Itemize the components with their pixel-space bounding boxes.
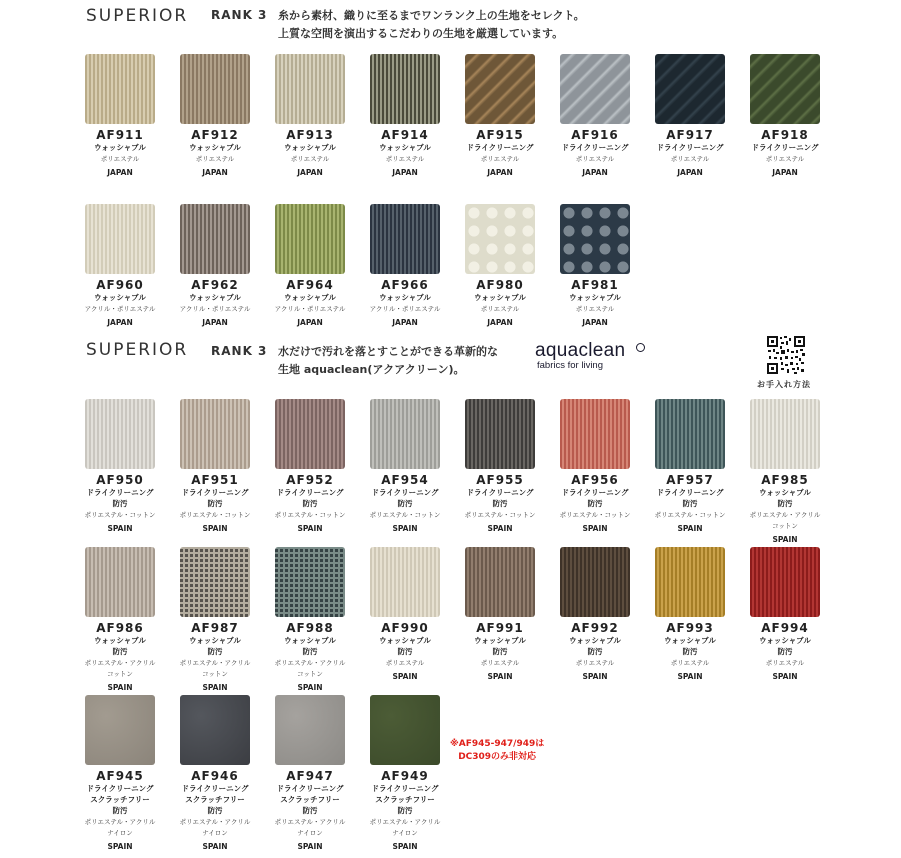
swatch-material: アクリル・ポリエステル — [369, 305, 441, 313]
swatch-material: ポリエステル・コットン — [464, 511, 536, 519]
swatch-code: AF992 — [571, 621, 619, 635]
swatch-origin: JAPAN — [297, 318, 323, 327]
swatch-care-type: ウォッシャブル — [284, 636, 336, 645]
swatch-origin: SPAIN — [677, 672, 703, 681]
swatch-code: AF981 — [571, 278, 619, 292]
swatch-image[interactable] — [370, 54, 440, 124]
swatch-image[interactable] — [465, 399, 535, 469]
swatch-material: アクリル・ポリエステル — [179, 305, 251, 313]
swatch-image[interactable] — [85, 54, 155, 124]
swatch-material: ポリエステル・アクリル — [179, 659, 251, 667]
swatch-image[interactable] — [370, 204, 440, 274]
swatch-image[interactable] — [750, 54, 820, 124]
swatch-care-type: 防汚 — [397, 499, 413, 508]
swatch-image[interactable] — [275, 399, 345, 469]
swatch-item[interactable] — [370, 547, 440, 681]
aquaclean-drop-icon — [636, 343, 645, 352]
swatch-item[interactable] — [275, 695, 345, 851]
swatch-origin: SPAIN — [202, 683, 228, 692]
swatch-code: AF956 — [571, 473, 619, 487]
swatch-image[interactable] — [560, 547, 630, 617]
swatch-origin: SPAIN — [202, 524, 228, 533]
swatch-code: AF914 — [381, 128, 429, 142]
swatch-material: ポリエステル — [575, 305, 615, 313]
swatch-material: ポリエステル — [480, 659, 520, 667]
swatch-code: AF993 — [666, 621, 714, 635]
swatch-origin: JAPAN — [392, 168, 418, 177]
swatch-image[interactable] — [180, 547, 250, 617]
swatch-code: AF957 — [666, 473, 714, 487]
swatch-origin: SPAIN — [772, 672, 798, 681]
swatch-care-type: ドライクリーニング — [466, 143, 534, 152]
swatch-care-type: 防汚 — [492, 647, 508, 656]
swatch-item[interactable] — [180, 204, 250, 327]
swatch-care-type: ウォッシャブル — [379, 293, 431, 302]
swatch-item[interactable] — [180, 547, 250, 692]
swatch-image[interactable] — [560, 399, 630, 469]
swatch-origin: SPAIN — [392, 672, 418, 681]
swatch-care-type: ウォッシャブル — [284, 143, 336, 152]
swatch-origin: JAPAN — [202, 168, 228, 177]
swatch-item[interactable] — [370, 399, 440, 533]
swatch-care-type: 防汚 — [777, 499, 793, 508]
swatch-material: ポリエステル・コットン — [369, 511, 441, 519]
swatch-item[interactable] — [750, 399, 820, 544]
swatch-care-type: ドライクリーニング — [86, 488, 154, 497]
swatch-image[interactable] — [275, 547, 345, 617]
swatch-image[interactable] — [465, 54, 535, 124]
swatch-care-type: 防汚 — [587, 499, 603, 508]
swatch-item[interactable] — [85, 399, 155, 533]
aquaclean-logo — [535, 340, 625, 371]
swatch-care-type: ウォッシャブル — [759, 636, 811, 645]
swatch-material: ポリエステル・アクリル — [749, 511, 821, 519]
swatch-origin: SPAIN — [582, 524, 608, 533]
swatch-origin: JAPAN — [487, 318, 513, 327]
swatch-origin: JAPAN — [582, 168, 608, 177]
swatch-item[interactable] — [370, 54, 440, 177]
swatch-care-type: ウォッシャブル — [569, 293, 621, 302]
swatch-code: AF946 — [191, 769, 239, 783]
swatch-care-type: 防汚 — [302, 647, 318, 656]
swatch-item[interactable] — [370, 204, 440, 327]
swatch-care-type: ウォッシャブル — [189, 143, 241, 152]
swatch-item[interactable] — [750, 547, 820, 681]
swatch-code: AF915 — [476, 128, 524, 142]
swatch-material: ポリエステル — [670, 155, 710, 163]
swatch-origin: SPAIN — [487, 524, 513, 533]
swatch-item[interactable] — [275, 399, 345, 533]
swatch-material: ポリエステル・アクリル — [179, 818, 251, 826]
swatch-care-type: ウォッシャブル — [569, 636, 621, 645]
swatch-material: アクリル・ポリエステル — [274, 305, 346, 313]
swatch-material: ナイロン — [107, 829, 133, 837]
swatch-item[interactable] — [85, 547, 155, 692]
swatch-material: ポリエステル — [575, 659, 615, 667]
swatch-code: AF960 — [96, 278, 144, 292]
swatch-care-type: スクラッチフリー — [280, 795, 340, 804]
swatch-care-type: 防汚 — [397, 647, 413, 656]
swatch-image[interactable] — [560, 204, 630, 274]
swatch-item[interactable] — [180, 695, 250, 851]
swatch-material: ポリエステル・アクリル — [274, 818, 346, 826]
swatch-material: ナイロン — [392, 829, 418, 837]
swatch-image[interactable] — [275, 54, 345, 124]
swatch-item[interactable] — [655, 399, 725, 533]
swatch-code: AF962 — [191, 278, 239, 292]
swatch-care-type: 防汚 — [207, 806, 223, 815]
swatch-material: ナイロン — [202, 829, 228, 837]
swatch-item[interactable] — [465, 54, 535, 177]
swatch-material: ポリエステル — [385, 155, 425, 163]
swatch-origin: JAPAN — [107, 318, 133, 327]
swatch-code: AF986 — [96, 621, 144, 635]
swatch-care-type: ウォッシャブル — [94, 636, 146, 645]
swatch-care-type: 防汚 — [207, 647, 223, 656]
swatch-material: ポリエステル — [480, 305, 520, 313]
swatch-origin: JAPAN — [297, 168, 323, 177]
swatch-care-type: 防汚 — [492, 499, 508, 508]
swatch-code: AF945 — [96, 769, 144, 783]
swatch-code: AF950 — [96, 473, 144, 487]
swatch-code: AF952 — [286, 473, 334, 487]
compatibility-note-line1: ※AF945-947/949は — [450, 739, 545, 749]
swatch-care-type: ウォッシャブル — [189, 636, 241, 645]
swatch-care-type: 防汚 — [112, 499, 128, 508]
swatch-item[interactable] — [180, 54, 250, 177]
swatch-care-type: 防汚 — [112, 806, 128, 815]
swatch-material: ポリエステル — [670, 659, 710, 667]
swatch-code: AF994 — [761, 621, 809, 635]
section2-description-line2: 生地 aquaclean(アクアクリーン)。 — [278, 363, 465, 376]
swatch-material: ナイロン — [297, 829, 323, 837]
swatch-image[interactable] — [85, 695, 155, 765]
swatch-image[interactable] — [465, 547, 535, 617]
swatch-image[interactable] — [85, 399, 155, 469]
swatch-care-type: ドライクリーニング — [751, 143, 819, 152]
swatch-care-type: ウォッシャブル — [474, 293, 526, 302]
swatch-code: AF917 — [666, 128, 714, 142]
swatch-image[interactable] — [275, 695, 345, 765]
swatch-item[interactable] — [655, 54, 725, 177]
swatch-material: ポリエステル — [480, 155, 520, 163]
swatch-origin: SPAIN — [297, 683, 323, 692]
swatch-item[interactable] — [750, 54, 820, 177]
swatch-code: AF985 — [761, 473, 809, 487]
swatch-care-type: ドライクリーニング — [181, 784, 249, 793]
swatch-image[interactable] — [180, 399, 250, 469]
swatch-material: ポリエステル — [765, 155, 805, 163]
swatch-origin: SPAIN — [297, 524, 323, 533]
swatch-material: ポリエステル・コットン — [84, 511, 156, 519]
swatch-origin: SPAIN — [202, 842, 228, 851]
swatch-care-type: ウォッシャブル — [379, 636, 431, 645]
swatch-code: AF911 — [96, 128, 144, 142]
compatibility-note-line2: DC309のみ非対応 — [458, 752, 537, 762]
swatch-code: AF990 — [381, 621, 429, 635]
swatch-item[interactable] — [560, 399, 630, 533]
swatch-origin: SPAIN — [487, 672, 513, 681]
swatch-code: AF954 — [381, 473, 429, 487]
swatch-item[interactable] — [370, 695, 440, 851]
swatch-care-type: 防汚 — [112, 647, 128, 656]
swatch-material: ポリエステル・アクリル — [84, 659, 156, 667]
swatch-material: ポリエステル・コットン — [559, 511, 631, 519]
swatch-item[interactable] — [560, 54, 630, 177]
swatch-code: AF987 — [191, 621, 239, 635]
swatch-care-type: スクラッチフリー — [185, 795, 245, 804]
swatch-care-type: ドライクリーニング — [466, 488, 534, 497]
swatch-material: ポリエステル — [385, 659, 425, 667]
swatch-care-type: 防汚 — [587, 647, 603, 656]
swatch-origin: SPAIN — [297, 842, 323, 851]
section1-description-line2: 上質な空間を演出するこだわりの生地を厳選しています。 — [278, 27, 564, 40]
swatch-care-type: ウォッシャブル — [284, 293, 336, 302]
swatch-image[interactable] — [85, 204, 155, 274]
swatch-care-type: 防汚 — [682, 647, 698, 656]
swatch-care-type: ドライクリーニング — [371, 784, 439, 793]
swatch-image[interactable] — [180, 54, 250, 124]
swatch-material: ポリエステル — [290, 155, 330, 163]
swatch-material: コットン — [772, 522, 798, 530]
swatch-item[interactable] — [465, 399, 535, 533]
swatch-item[interactable] — [275, 54, 345, 177]
swatch-code: AF951 — [191, 473, 239, 487]
swatch-image[interactable] — [370, 399, 440, 469]
swatch-care-type: ドライクリーニング — [656, 488, 724, 497]
swatch-material: ポリエステル・コットン — [274, 511, 346, 519]
swatch-origin: JAPAN — [772, 168, 798, 177]
aquaclean-logo-tagline: fabrics for living — [537, 360, 603, 371]
swatch-code: AF955 — [476, 473, 524, 487]
swatch-care-type: スクラッチフリー — [90, 795, 150, 804]
swatch-origin: SPAIN — [107, 683, 133, 692]
section1-description-line1: 糸から素材、織りに至るまでワンランク上の生地をセレクト。 — [278, 9, 585, 22]
swatch-care-type: 防汚 — [302, 806, 318, 815]
swatch-material: コットン — [297, 670, 323, 678]
section2-description-line1: 水だけで汚れを落とすことができる革新的な — [278, 345, 498, 358]
swatch-code: AF918 — [761, 128, 809, 142]
swatch-origin: SPAIN — [772, 535, 798, 544]
swatch-image[interactable] — [370, 547, 440, 617]
swatch-image[interactable] — [85, 547, 155, 617]
swatch-care-type: ドライクリーニング — [656, 143, 724, 152]
swatch-care-type: ドライクリーニング — [86, 784, 154, 793]
swatch-material: ポリエステル・コットン — [179, 511, 251, 519]
swatch-care-type: ウォッシャブル — [189, 293, 241, 302]
swatch-care-type: ウォッシャブル — [94, 143, 146, 152]
swatch-code: AF916 — [571, 128, 619, 142]
swatch-material: ポリエステル・コットン — [654, 511, 726, 519]
swatch-code: AF991 — [476, 621, 524, 635]
swatch-image[interactable] — [750, 547, 820, 617]
swatch-code: AF947 — [286, 769, 334, 783]
swatch-material: ポリエステル・アクリル — [274, 659, 346, 667]
swatch-care-type: 防汚 — [207, 499, 223, 508]
swatch-origin: JAPAN — [202, 318, 228, 327]
section1-rank: RANK 3 — [211, 8, 268, 22]
swatch-image[interactable] — [655, 399, 725, 469]
swatch-image[interactable] — [370, 695, 440, 765]
aquaclean-logo-text: aquaclean — [535, 340, 626, 361]
swatch-origin: JAPAN — [107, 168, 133, 177]
swatch-code: AF980 — [476, 278, 524, 292]
swatch-care-type: ドライクリーニング — [561, 143, 629, 152]
swatch-material: ポリエステル — [100, 155, 140, 163]
swatch-item[interactable] — [85, 695, 155, 851]
swatch-item[interactable] — [180, 399, 250, 533]
section2-title: SUPERIOR — [86, 340, 189, 360]
swatch-origin: SPAIN — [107, 842, 133, 851]
swatch-care-type: ウォッシャブル — [94, 293, 146, 302]
swatch-material: アクリル・ポリエステル — [84, 305, 156, 313]
swatch-code: AF949 — [381, 769, 429, 783]
compatibility-note — [450, 738, 544, 764]
swatch-item[interactable] — [465, 547, 535, 681]
swatch-code: AF966 — [381, 278, 429, 292]
swatch-material: ポリエステル — [575, 155, 615, 163]
swatch-origin: SPAIN — [392, 842, 418, 851]
swatch-origin: SPAIN — [392, 524, 418, 533]
swatch-item[interactable] — [275, 547, 345, 692]
qr-code-icon[interactable] — [766, 335, 806, 375]
swatch-code: AF912 — [191, 128, 239, 142]
swatch-care-type: ドライクリーニング — [561, 488, 629, 497]
swatch-image[interactable] — [655, 547, 725, 617]
swatch-material: コットン — [107, 670, 133, 678]
swatch-item[interactable] — [85, 204, 155, 327]
swatch-code: AF913 — [286, 128, 334, 142]
swatch-code: AF964 — [286, 278, 334, 292]
swatch-care-type: ウォッシャブル — [379, 143, 431, 152]
swatch-item[interactable] — [85, 54, 155, 177]
section1-title: SUPERIOR — [86, 6, 189, 26]
swatch-image[interactable] — [560, 54, 630, 124]
swatch-origin: JAPAN — [392, 318, 418, 327]
swatch-care-type: スクラッチフリー — [375, 795, 435, 804]
swatch-material: ポリエステル・アクリル — [369, 818, 441, 826]
swatch-item[interactable] — [655, 547, 725, 681]
swatch-care-type: 防汚 — [777, 647, 793, 656]
swatch-origin: SPAIN — [107, 524, 133, 533]
swatch-care-type: 防汚 — [302, 499, 318, 508]
swatch-image[interactable] — [275, 204, 345, 274]
swatch-care-type: ドライクリーニング — [181, 488, 249, 497]
swatch-item[interactable] — [275, 204, 345, 327]
swatch-material: ポリエステル・アクリル — [84, 818, 156, 826]
swatch-care-type: ウォッシャブル — [759, 488, 811, 497]
swatch-origin: JAPAN — [582, 318, 608, 327]
swatch-care-type: 防汚 — [682, 499, 698, 508]
swatch-care-type: ウォッシャブル — [664, 636, 716, 645]
swatch-image[interactable] — [750, 399, 820, 469]
swatch-image[interactable] — [180, 204, 250, 274]
swatch-origin: JAPAN — [677, 168, 703, 177]
swatch-material: ポリエステル — [195, 155, 235, 163]
swatch-origin: JAPAN — [487, 168, 513, 177]
swatch-care-type: ドライクリーニング — [276, 784, 344, 793]
swatch-item[interactable] — [465, 204, 535, 327]
swatch-image[interactable] — [655, 54, 725, 124]
swatch-image[interactable] — [180, 695, 250, 765]
swatch-care-type: ウォッシャブル — [474, 636, 526, 645]
swatch-origin: SPAIN — [582, 672, 608, 681]
swatch-code: AF988 — [286, 621, 334, 635]
care-instructions-label: お手入れ方法 — [757, 380, 811, 389]
swatch-material: ポリエステル — [765, 659, 805, 667]
swatch-image[interactable] — [465, 204, 535, 274]
swatch-care-type: ドライクリーニング — [371, 488, 439, 497]
swatch-origin: SPAIN — [677, 524, 703, 533]
swatch-care-type: 防汚 — [397, 806, 413, 815]
swatch-item[interactable] — [560, 547, 630, 681]
swatch-care-type: ドライクリーニング — [276, 488, 344, 497]
section2-rank: RANK 3 — [211, 344, 268, 358]
swatch-material: コットン — [202, 670, 228, 678]
swatch-item[interactable] — [560, 204, 630, 327]
